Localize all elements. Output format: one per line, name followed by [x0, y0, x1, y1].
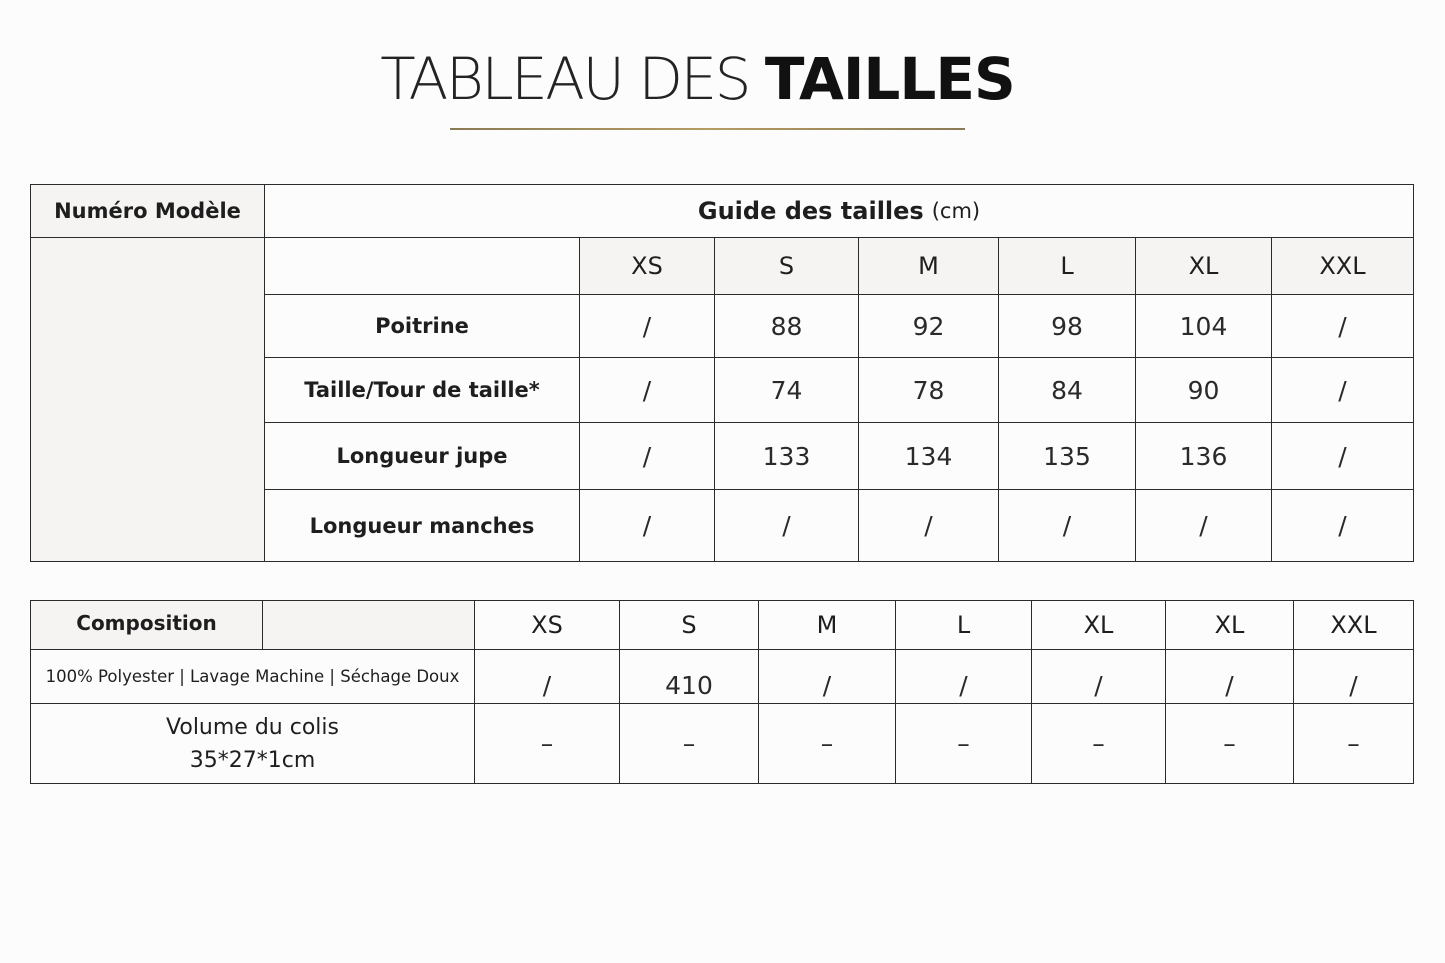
- table-cell: 134: [858, 422, 999, 490]
- table-cell: /: [579, 357, 715, 423]
- table-cell: 104: [1135, 294, 1272, 358]
- size-guide-unit: (cm): [931, 199, 981, 223]
- model-number-header: Numéro Modèle: [30, 184, 265, 238]
- table-cell: 84: [998, 357, 1136, 423]
- comp-header-m: M: [758, 600, 896, 650]
- table-cell: –: [1165, 703, 1294, 784]
- table-cell: /: [579, 294, 715, 358]
- table-cell: /: [1165, 649, 1294, 704]
- table-cell: 88: [714, 294, 859, 358]
- table-cell: /: [895, 649, 1032, 704]
- comp-header-xl-2: XL: [1165, 600, 1294, 650]
- volume-value: 35*27*1cm: [189, 747, 316, 773]
- composition-header: Composition: [30, 600, 263, 650]
- page-title: [0, 45, 1395, 113]
- size-header-l: L: [998, 237, 1136, 295]
- row-label-longueur-jupe: Longueur jupe: [264, 422, 580, 490]
- table-cell: /: [1271, 489, 1414, 562]
- volume-cell: [30, 703, 475, 784]
- table-cell: /: [998, 489, 1136, 562]
- comp-header-l: L: [895, 600, 1032, 650]
- row-label-poitrine: Poitrine: [264, 294, 580, 358]
- composition-text: 100% Polyester | Lavage Machine | Séchage Doux: [30, 649, 475, 704]
- size-guide-label: Guide des tailles: [697, 197, 924, 225]
- table-cell: –: [474, 703, 620, 784]
- table-cell: /: [579, 489, 715, 562]
- comp-header-s: S: [619, 600, 759, 650]
- size-header-m: M: [858, 237, 999, 295]
- table-cell: –: [758, 703, 896, 784]
- table-cell: /: [1271, 357, 1414, 423]
- size-header-xs: XS: [579, 237, 715, 295]
- comp-header-xs: XS: [474, 600, 620, 650]
- comp-header-xxl: XXL: [1293, 600, 1414, 650]
- size-header-s: S: [714, 237, 859, 295]
- table-cell: /: [1293, 649, 1414, 704]
- table-cell: 133: [714, 422, 859, 490]
- size-header-xl: XL: [1135, 237, 1272, 295]
- table-cell: –: [1293, 703, 1414, 784]
- table-cell: /: [1135, 489, 1272, 562]
- comp-header-xl: XL: [1031, 600, 1166, 650]
- row-label-taille: Taille/Tour de taille*: [264, 357, 580, 423]
- composition-header-blank: [262, 600, 475, 650]
- table-cell: –: [895, 703, 1032, 784]
- table-cell: /: [474, 649, 620, 704]
- table-cell: 410: [619, 649, 759, 704]
- table-cell: /: [858, 489, 999, 562]
- row-label-longueur-manches: Longueur manches: [264, 489, 580, 562]
- table-cell: –: [1031, 703, 1166, 784]
- title-underline: [450, 128, 965, 130]
- table-cell: –: [619, 703, 759, 784]
- table-cell: 90: [1135, 357, 1272, 423]
- table-cell: /: [758, 649, 896, 704]
- table-cell: /: [1271, 422, 1414, 490]
- table-cell: /: [1031, 649, 1166, 704]
- title-light: TABLEAU DES: [380, 45, 749, 113]
- table-cell: /: [579, 422, 715, 490]
- title-bold: TAILLES: [764, 45, 1015, 113]
- size-guide-header: [264, 184, 1414, 238]
- model-number-value: [30, 237, 265, 562]
- table-cell: 78: [858, 357, 999, 423]
- volume-label: Volume du colis: [166, 714, 339, 740]
- table-cell: 98: [998, 294, 1136, 358]
- table-cell: 135: [998, 422, 1136, 490]
- table-cell: /: [714, 489, 859, 562]
- size-header-xxl: XXL: [1271, 237, 1414, 295]
- table-cell: /: [1271, 294, 1414, 358]
- table-cell: 136: [1135, 422, 1272, 490]
- size-corner-cell: [264, 237, 580, 295]
- table-cell: 74: [714, 357, 859, 423]
- table-cell: 92: [858, 294, 999, 358]
